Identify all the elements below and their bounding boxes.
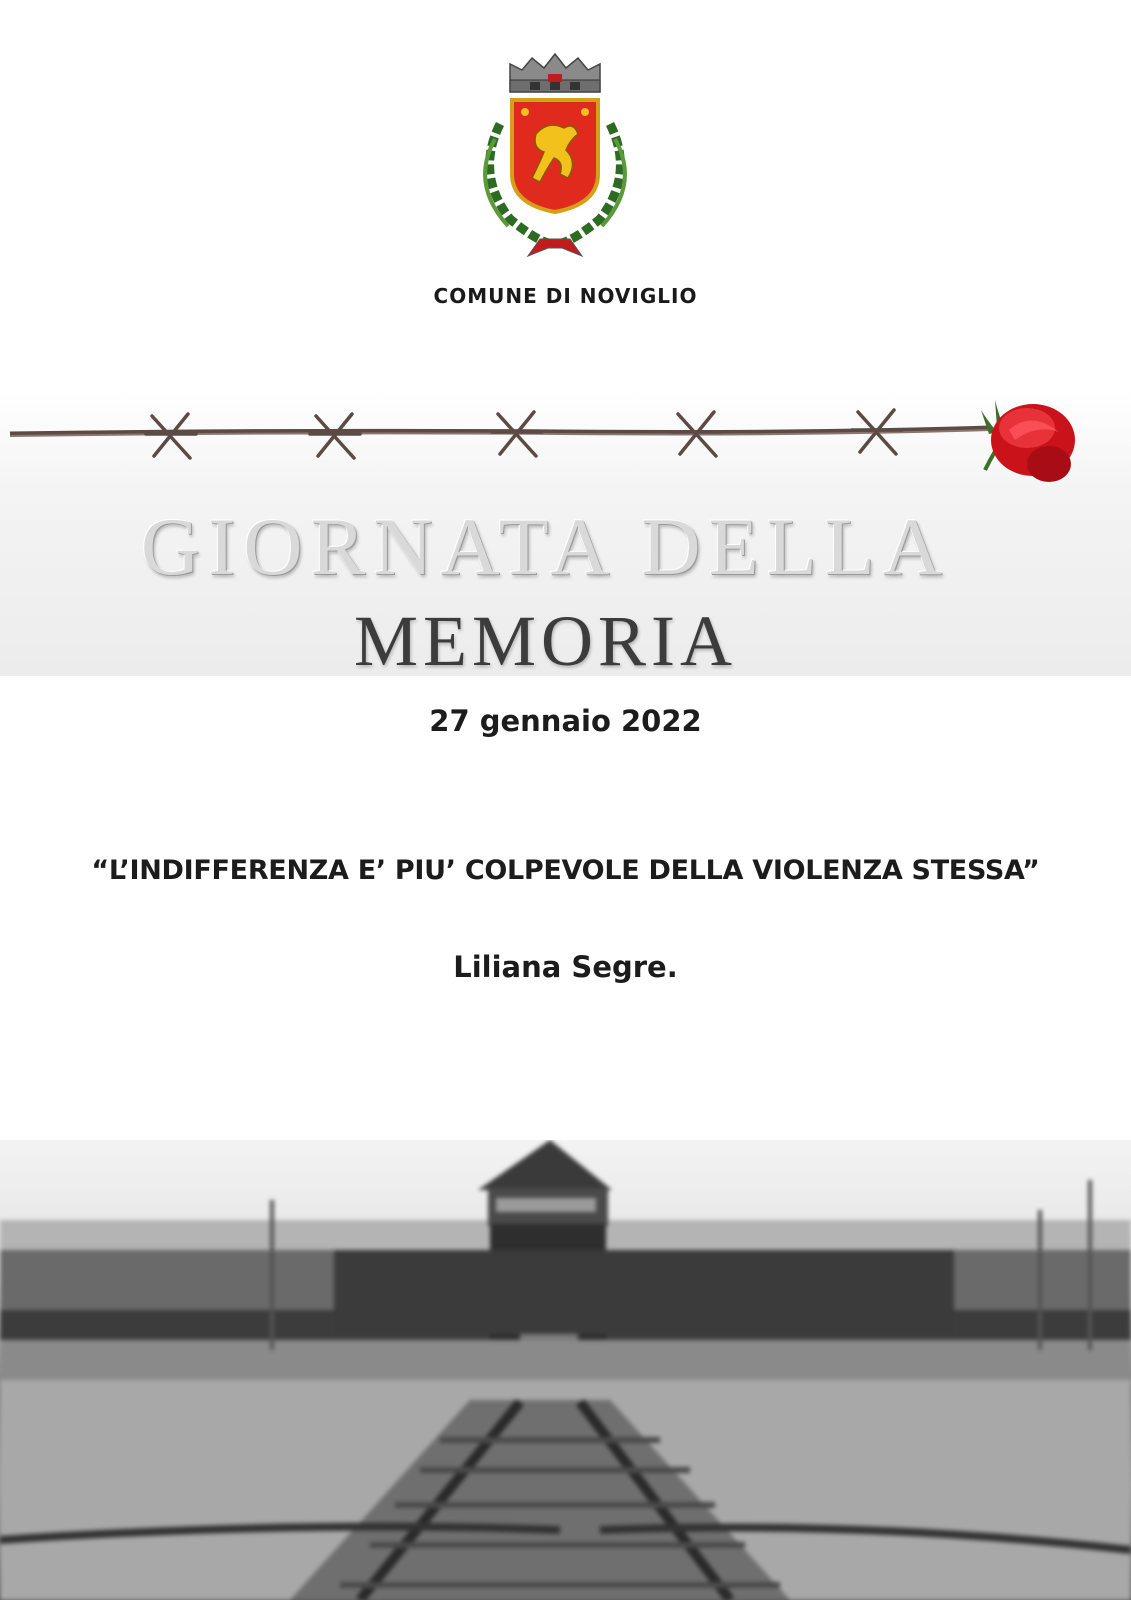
- municipality-name: COMUNE DI NOVIGLIO: [433, 284, 698, 308]
- red-rose-icon: [975, 390, 1095, 500]
- coat-of-arms-icon: [470, 44, 640, 264]
- quote-text: “L’INDIFFERENZA E’ PIU’ COLPEVOLE DELLA VIOLENZA STESSA”: [91, 855, 1040, 886]
- quote-author: Liliana Segre.: [453, 950, 678, 984]
- banner-title-line2: MEMORIA: [353, 601, 737, 681]
- event-date: 27 gennaio 2022: [429, 704, 702, 738]
- banner-title-line1: GIORNATA DELLA: [140, 501, 951, 592]
- railway-gate-photo: [0, 1140, 1131, 1600]
